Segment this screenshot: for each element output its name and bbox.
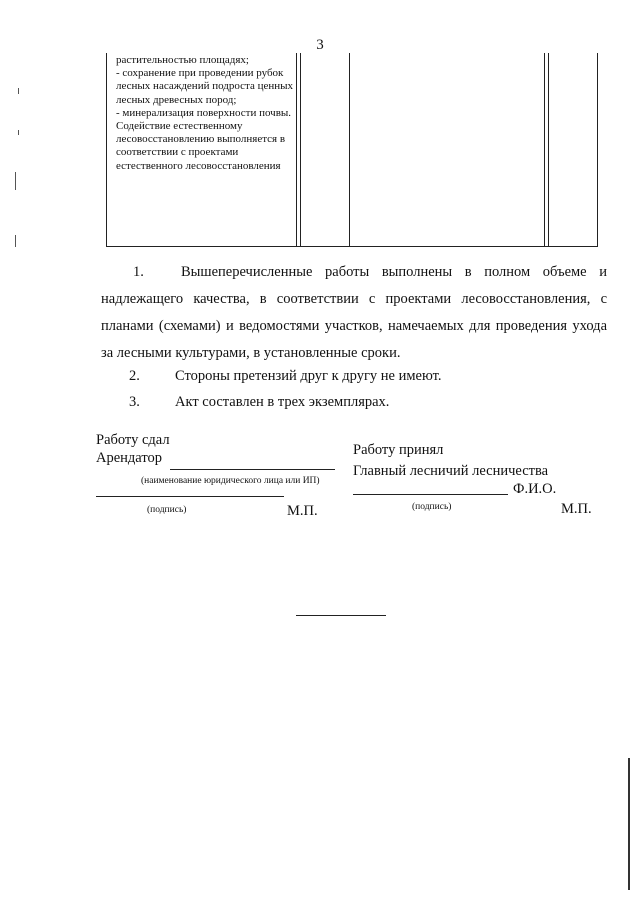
scan-mark xyxy=(18,130,19,135)
table-column-divider xyxy=(349,53,350,246)
left-name-caption: (наименование юридического лица или ИП) xyxy=(141,476,320,486)
left-sign-caption: (подпись) xyxy=(147,505,187,515)
right-stamp-label: М.П. xyxy=(561,501,592,517)
right-signature-label: Работу принял xyxy=(353,442,444,458)
left-stamp-label: М.П. xyxy=(287,503,318,519)
left-name-line xyxy=(170,469,335,470)
table-cell-text: растительностью площадях; - сохранение при проведении рубок лесных насаждений подроста ценных лесных древесных пород; - минерализация поверхности почвы. Содействие естественному лесовосстановлению выполняется в соответствии с проектами естественного лесовосстановления xyxy=(116,54,294,172)
table-column-divider xyxy=(544,53,549,246)
scan-mark xyxy=(15,235,16,247)
item-1 xyxy=(101,259,607,367)
closing-separator-line xyxy=(296,615,386,616)
item-text: Стороны претензий друг к другу не имеют. xyxy=(175,368,442,384)
right-signature-line xyxy=(353,494,508,495)
item-3 xyxy=(101,392,389,412)
item-text: Вышеперечисленные работы выполнены в полном объеме и надлежащего качества, в соответствии с проектами лесовосстановления, с планами (схемами) и ведомостями участков, намечаемых для проведения ухода за лесными культурами, в установленные сроки. xyxy=(101,264,607,361)
item-text: Акт составлен в трех экземплярах. xyxy=(175,394,390,410)
page-number: 3 xyxy=(316,37,324,53)
item-2 xyxy=(101,366,442,386)
left-signature-role: Арендатор xyxy=(96,450,163,466)
item-number: 1. xyxy=(133,264,144,280)
table-column-divider xyxy=(296,53,301,246)
right-fio-label: Ф.И.О. xyxy=(513,481,557,497)
item-number: 3. xyxy=(129,394,140,410)
left-signature-line xyxy=(96,496,284,497)
table-fragment xyxy=(106,53,598,247)
item-number: 2. xyxy=(129,368,140,384)
right-signature-role: Главный лесничий лесничества xyxy=(353,463,549,479)
right-sign-caption: (подпись) xyxy=(412,502,452,512)
scan-mark xyxy=(15,172,16,190)
scan-mark xyxy=(18,88,19,94)
scan-edge-mark xyxy=(628,758,630,890)
left-signature-label: Работу сдал xyxy=(96,432,170,448)
